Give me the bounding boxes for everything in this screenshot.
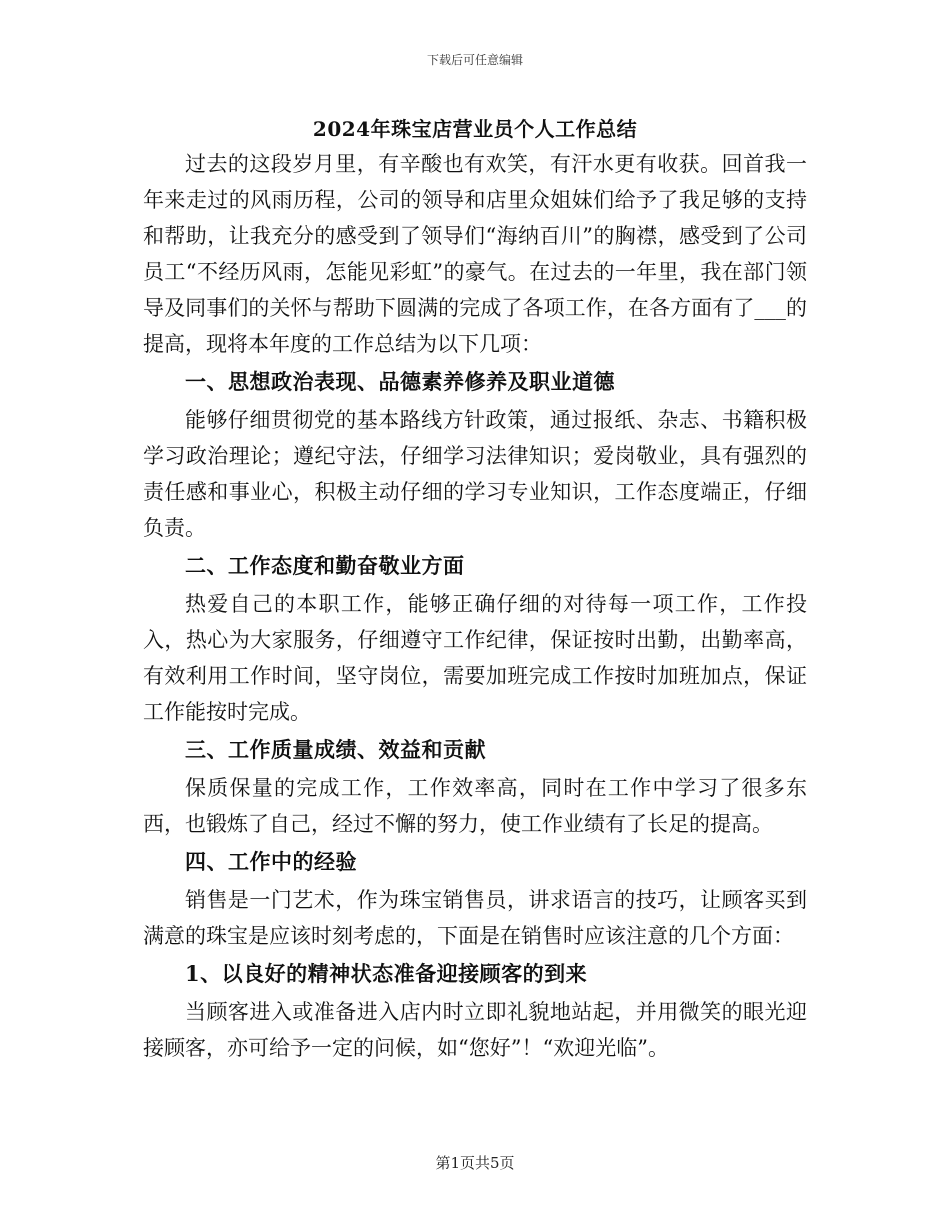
paragraph: 保质保量的完成工作，工作效率高，同时在工作中学习了很多东西，也锻炼了自己，经过不懈的努力，使工作业绩有了长足的提高。: [143, 776, 807, 836]
paragraph: 过去的这段岁月里，有辛酸也有欢笑，有汗水更有收获。回首我一年来走过的风雨历程，公司的领导和店里众姐妹们给予了我足够的支持和帮助，让我充分的感受到了领导们“海纳百川”的胸襟，感受到了公司员工“不经历风雨，怎能见彩虹”的豪气。在过去的一年里，我在部门领导及同事们的关怀与帮助下圆满的完成了各项工作，在各方面有了___的提高，现将本年度的工作总结为以下几项：: [143, 152, 807, 356]
section-heading: 二、工作态度和勤奋敬业方面: [185, 553, 465, 578]
section-heading: 四、工作中的经验: [185, 849, 357, 874]
document-title: 2024年珠宝店营业员个人工作总结: [312, 117, 638, 141]
section-heading: 一、思想政治表现、品德素养修养及职业道德: [185, 369, 615, 394]
document-body: [143, 146, 807, 1066]
subsection-heading: 1、以良好的精神状态准备迎接顾客的到来: [185, 961, 588, 986]
paragraph: 当顾客进入或准备进入店内时立即礼貌地站起，并用微笑的眼光迎接顾客，亦可给予一定的问候，如“您好”！“欢迎光临”。: [143, 1000, 807, 1060]
paragraph: 销售是一门艺术，作为珠宝销售员，讲求语言的技巧，让顾客买到满意的珠宝是应该时刻考虑的，下面是在销售时应该注意的几个方面：: [143, 888, 807, 948]
header-note: 下载后可任意编辑: [426, 53, 523, 67]
paragraph: 热爱自己的本职工作，能够正确仔细的对待每一项工作，工作投入，热心为大家服务，仔细遵守工作纪律，保证按时出勤，出勤率高，有效利用工作时间，坚守岗位，需要加班完成工作按时加班加点，保证工作能按时完成。: [143, 592, 807, 724]
page-number: 第1页共5页: [435, 1154, 515, 1172]
section-heading: 三、工作质量成绩、效益和贡献: [185, 737, 486, 762]
paragraph: 能够仔细贯彻党的基本路线方针政策，通过报纸、杂志、书籍积极学习政治理论；遵纪守法，仔细学习法律知识；爱岗敬业，具有强烈的责任感和事业心，积极主动仔细的学习专业知识，工作态度端正，仔细负责。: [143, 408, 807, 540]
